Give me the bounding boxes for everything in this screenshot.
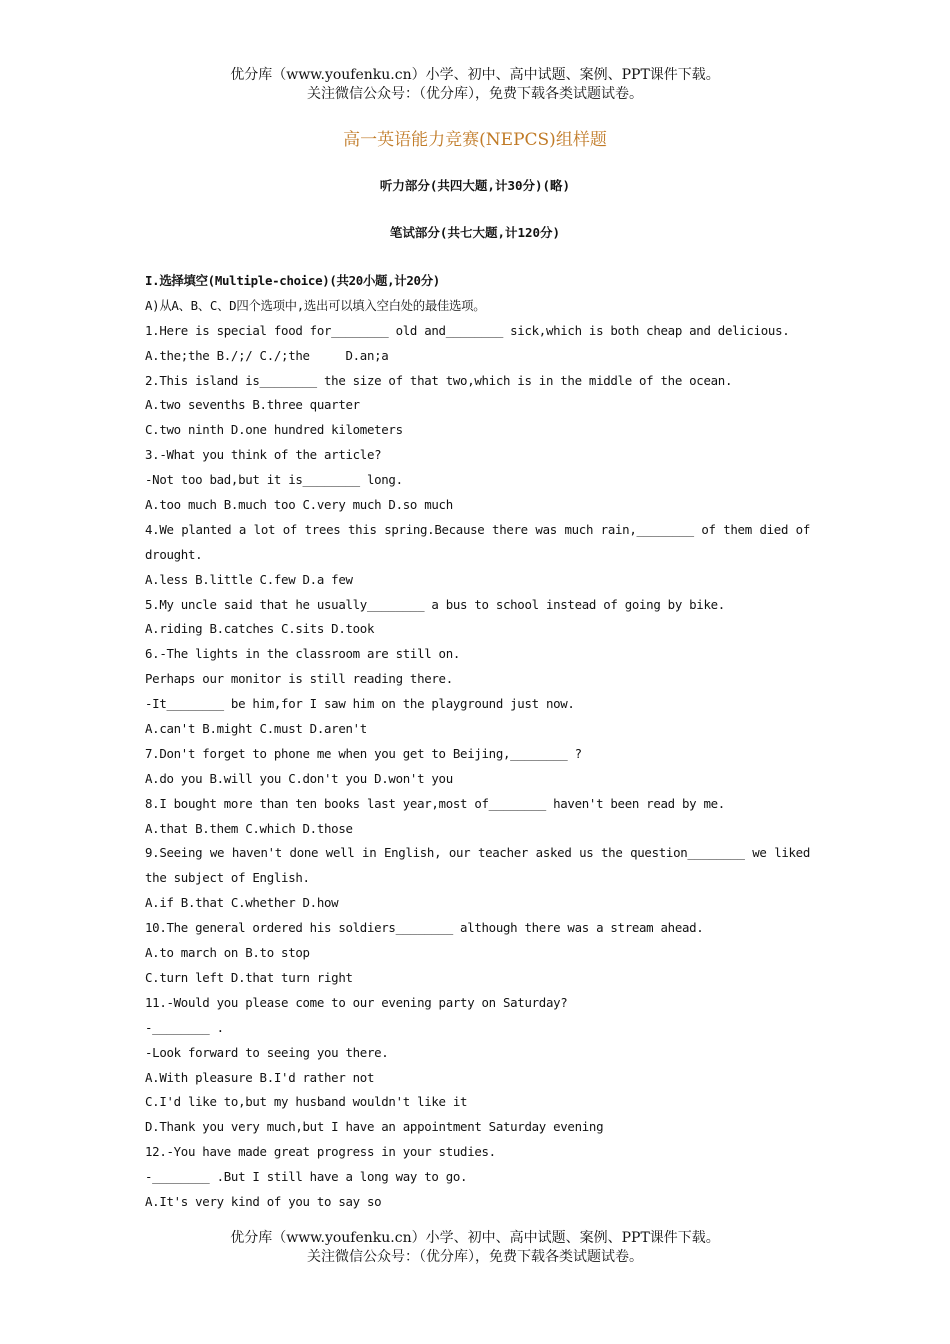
header-line-1: 优分库（www.youfenku.cn）小学、初中、高中试题、案例、PPT课件下载。 [230,67,720,83]
question-line: 10.The general ordered his soldiers________ although there was a stream ahead. [145,920,704,936]
question-line: -It________ be him,for I saw him on the playground just now. [145,696,575,712]
question-line: 1.Here is special food for________ old and________ sick,which is both cheap and delicious. [145,322,790,338]
question-line: 2.This island is________ the size of that two,which is in the middle of the ocean. [145,372,733,388]
question-line: -Look forward to seeing you there. [145,1044,389,1060]
page-header [0,66,950,104]
options-line: A.With pleasure B.I'd rather not [145,1069,375,1085]
instruction-line: A)从A、B、C、D四个选项中,选出可以填入空白处的最佳选项。 [145,297,486,313]
options-line: A.if B.that C.whether D.how [145,895,339,911]
question-line: 6.-The lights in the classroom are still on. [145,646,461,662]
question-line: -________ .But I still have a long way to go. [145,1169,468,1185]
options-line: A.to march on B.to stop [145,945,310,961]
question-line: 11.-Would you please come to our evening party on Saturday? [145,994,568,1010]
question-line: 4.We planted a lot of trees this spring.Because there was much rain,________ of them died of [145,521,810,537]
options-line: A.less B.little C.few D.a few [145,571,353,587]
question-line: -________ . [145,1019,224,1035]
question-body [145,269,810,1215]
options-line: D.Thank you very much,but I have an appointment Saturday evening [145,1119,604,1135]
options-line: A.two sevenths B.three quarter [145,397,360,413]
question-line: drought. [145,546,203,562]
question-line: 12.-You have made great progress in your studies. [145,1144,496,1160]
question-line: 8.I bought more than ten books last year,most of________ haven't been read by me. [145,795,725,811]
header-line-2: 关注微信公众号：（优分库），免费下载各类试题试卷。 [307,86,643,102]
options-line: C.two ninth D.one hundred kilometers [145,422,403,438]
question-line: 5.My uncle said that he usually________ a bus to school instead of going by bike. [145,596,725,612]
question-line: 9.Seeing we haven't done well in English, our teacher asked us the question________ we liked [145,845,810,861]
options-line: A.that B.them C.which D.those [145,820,353,836]
listening-section-heading: 听力部分(共四大题,计30分)(略) [379,178,571,193]
footer-line-2: 关注微信公众号：（优分库），免费下载各类试题试卷。 [307,1249,643,1265]
options-line: A.do you B.will you C.don't you D.won't you [145,770,453,786]
question-line: -Not too bad,but it is________ long. [145,472,403,488]
options-line: A.riding B.catches C.sits D.took [145,621,375,637]
part-heading: I.选择填空(Multiple-choice)(共20小题,计20分) [145,273,440,288]
options-line: A.too much B.much too C.very much D.so much [145,497,453,513]
options-line: A.It's very kind of you to say so [145,1193,382,1209]
document-title: 高一英语能力竞赛(NEPCS)组样题 [343,130,607,150]
question-line: 3.-What you think of the article? [145,447,382,463]
options-line: A.the;the B./;/ C./;the D.an;a [145,347,389,363]
options-line: C.I'd like to,but my husband wouldn't like it [145,1094,468,1110]
footer-line-1: 优分库（www.youfenku.cn）小学、初中、高中试题、案例、PPT课件下载。 [230,1230,720,1246]
written-section-heading: 笔试部分(共七大题,计120分) [389,225,561,240]
options-line: A.can't B.might C.must D.aren't [145,721,367,737]
question-line: Perhaps our monitor is still reading there. [145,671,453,687]
question-line: 7.Don't forget to phone me when you get to Beijing,________ ? [145,745,582,761]
page-footer [0,1229,950,1267]
options-line: C.turn left D.that turn right [145,969,353,985]
question-line: the subject of English. [145,870,310,886]
